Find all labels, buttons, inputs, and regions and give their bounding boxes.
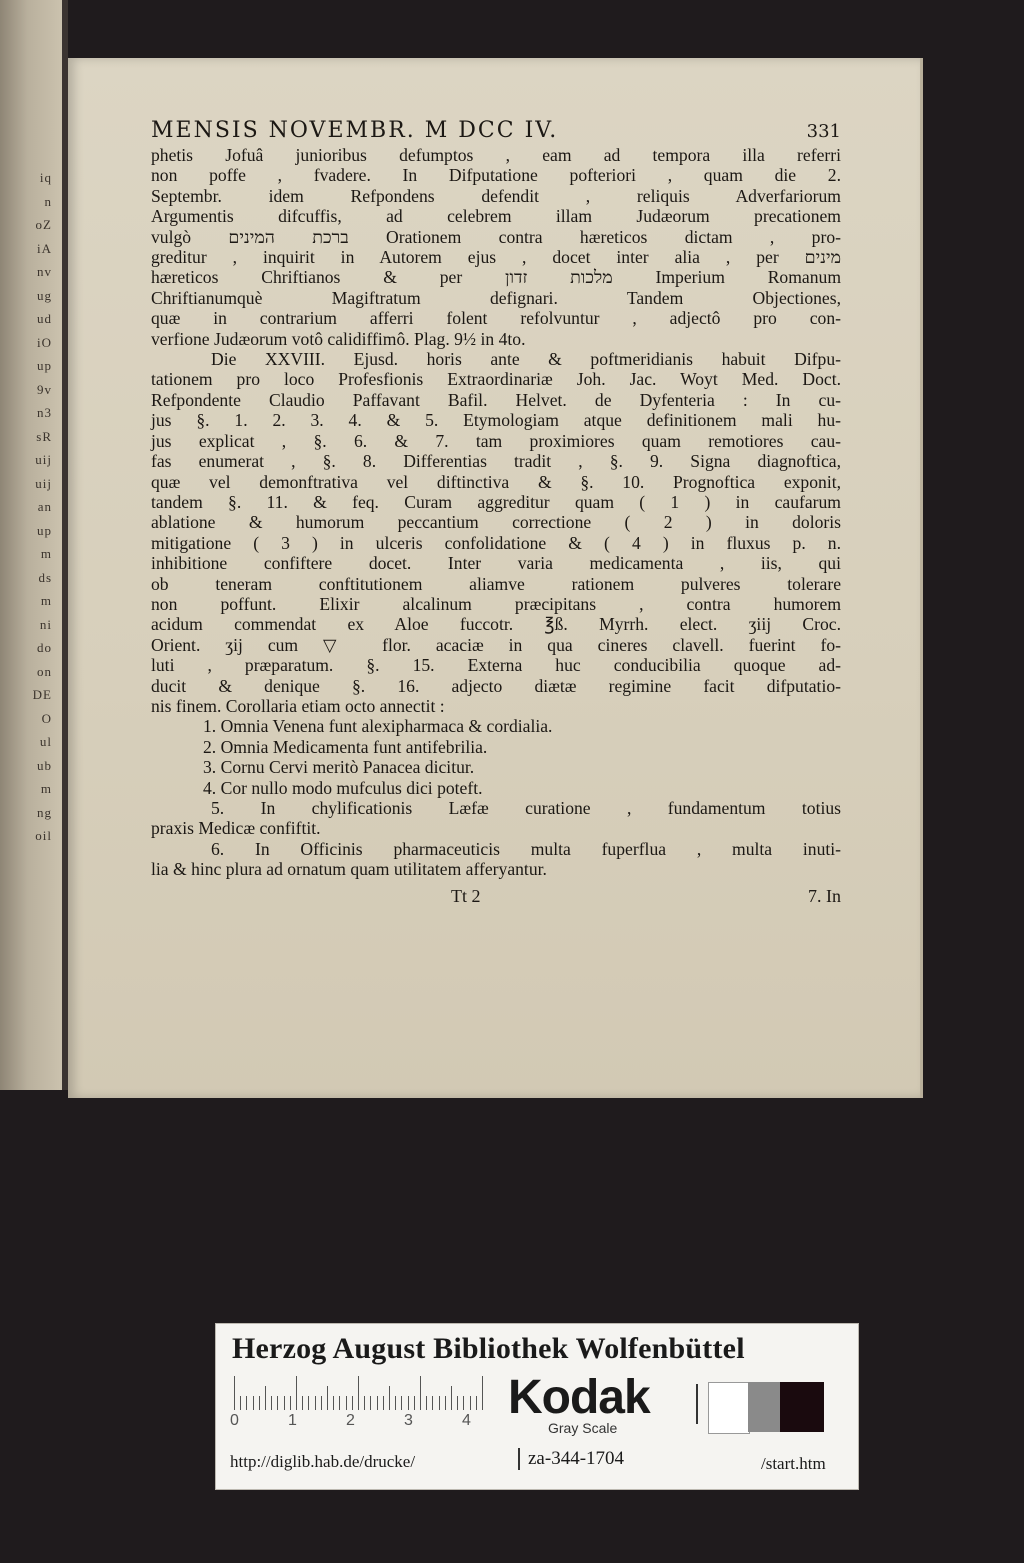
ruler-tick: [240, 1396, 241, 1410]
text-line: jus §. 1. 2. 3. 4. & 5. Etymologiam atque definitionem mali hu-: [151, 410, 841, 431]
ruler-tick: [383, 1396, 384, 1410]
ruler-tick: [463, 1396, 464, 1410]
shelfmark: za-344-1704: [518, 1448, 624, 1470]
gray-scale-label: Gray Scale: [548, 1420, 618, 1436]
prev-page-fragment: ug: [37, 287, 52, 303]
text-line: vulgò ברכת המינים Orationem contra hæreticos dictam , pro-: [151, 226, 841, 247]
text-line: Septembr. idem Refpondens defendit , reliquis Adverfariorum: [151, 185, 841, 206]
previous-page-strip: [0, 0, 64, 1090]
ruler-tick: [321, 1396, 322, 1410]
prev-page-fragment: O: [41, 710, 52, 726]
prev-page-fragment: ds: [38, 569, 52, 585]
text-line: verfione Judæorum votô calidiffimô. Plag. 9½ in 4to.: [151, 328, 526, 349]
corollary-6: [151, 839, 841, 880]
ruler-tick: [271, 1396, 272, 1410]
ruler-tick: [284, 1396, 285, 1410]
text-line: Die XXVIII. Ejusd. horis ante & poftmeridianis habuit Difpu-: [211, 349, 841, 370]
ruler-tick: [414, 1396, 415, 1410]
text-line: 3. Cornu Cervi meritò Panacea dicitur.: [203, 757, 475, 778]
url-prefix: http://diglib.hab.de/drucke/: [230, 1452, 416, 1471]
gray-patch-mid: [748, 1382, 780, 1432]
ruler-numbers: [230, 1412, 490, 1432]
ruler-tick: [259, 1396, 260, 1410]
ruler-tick: [364, 1396, 365, 1410]
ruler-tick: [476, 1396, 477, 1410]
ruler-tick: [308, 1396, 309, 1410]
signature-mark: Tt 2: [451, 885, 481, 906]
ruler-tick: [346, 1396, 347, 1410]
text-line: Chriftianumquè Magiftratum defignari. Tandem Objectiones,: [151, 287, 841, 308]
prev-page-fragment: up: [37, 358, 52, 373]
library-name: Herzog August Bibliothek Wolfenbüttel: [232, 1332, 745, 1365]
running-header: [151, 118, 841, 143]
prev-page-fragment: iO: [37, 334, 52, 350]
ruler-tick: [302, 1396, 303, 1410]
text-line: non poffe , fvadere. In Difputatione pofteriori , quam die 2.: [151, 165, 841, 186]
text-line: Orient. ʒij cum ▽ flor. acaciæ in qua cineres clavell. fuerint fo-: [151, 634, 841, 655]
ruler-number: 1: [288, 1412, 297, 1429]
ruler-tick: [401, 1396, 402, 1410]
gray-patch-black: [780, 1382, 824, 1432]
prev-page-fragment: n: [44, 193, 52, 209]
divider: [696, 1384, 698, 1424]
page-text: [151, 118, 841, 907]
ruler-number: 4: [462, 1412, 471, 1429]
text-line: non poffunt. Elixir alcalinum præcipitans , contra humorem: [151, 593, 841, 614]
prev-page-fragment: iq: [39, 170, 52, 185]
text-line: inhibitione confiftere docet. Inter varia medicamenta , iis, qui: [151, 553, 841, 574]
ruler-number: 3: [404, 1412, 413, 1429]
prev-page-fragment: ni: [39, 616, 52, 632]
text-line: tationem pro loco Profesfionis Extraordinariæ Joh. Jac. Woyt Med. Doct.: [151, 369, 841, 390]
ruler-tick: [457, 1396, 458, 1410]
page-footer: [151, 886, 841, 907]
prev-page-fragment: nv: [37, 264, 52, 279]
ruler-tick: [432, 1396, 433, 1410]
kodak-logo: Kodak: [508, 1371, 650, 1424]
text-line: ducit & denique §. 16. adjecto diætæ regimine facit difputatio-: [151, 675, 841, 696]
prev-page-fragment: do: [37, 640, 52, 655]
prev-page-fragment: oil: [35, 828, 52, 843]
url-suffix: /start.htm: [761, 1454, 826, 1473]
corollary-5: [151, 798, 841, 839]
prev-page-fragment: 9v: [37, 381, 52, 397]
text-line: 1. Omnia Venena funt alexipharmaca & cordialia.: [203, 716, 553, 737]
text-line: greditur , inquirit in Autorem ejus , docet inter alia , per מינים: [151, 247, 841, 268]
ruler-tick: [265, 1386, 266, 1410]
prev-page-fragment: n3: [37, 405, 52, 420]
ruler-tick: [389, 1386, 390, 1410]
prev-page-fragment: m: [40, 546, 52, 561]
ruler-tick: [426, 1396, 427, 1410]
book-page: [68, 58, 920, 1098]
scan-target-card: [215, 1323, 859, 1490]
text-line: acidum commendat ex Aloe fuccotr. ℥ß. Myrrh. elect. ʒiij Croc.: [151, 614, 841, 635]
prev-page-fragment: up: [37, 522, 52, 538]
text-line: ob teneram conftitutionem aliamve rationem pulveres tolerare: [151, 573, 841, 594]
prev-page-fragment: ul: [39, 734, 52, 749]
ruler-number: 2: [346, 1412, 355, 1429]
text-line: 6. In Officinis pharmaceuticis multa fuperflua , multa inuti-: [211, 838, 841, 859]
text-line: Refpondente Claudio Paffavant Bafil. Helvet. de Dyfenteria : In cu-: [151, 389, 841, 410]
prev-page-fragment: ud: [37, 311, 52, 326]
ruler-tick: [370, 1396, 371, 1410]
ruler-tick: [470, 1396, 471, 1410]
prev-page-fragment: on: [37, 663, 52, 679]
ruler-tick: [290, 1396, 291, 1410]
ruler-tick: [253, 1396, 254, 1410]
prev-page-fragment: an: [37, 499, 52, 514]
ruler-tick: [339, 1396, 340, 1410]
ruler-number: 0: [230, 1412, 239, 1429]
prev-page-fragment: uij: [35, 475, 52, 491]
text-line: 2. Omnia Medicamenta funt antifebrilia.: [203, 736, 488, 757]
corollaries-list: [151, 716, 841, 798]
ruler-tick: [445, 1396, 446, 1410]
ruler-tick: [315, 1396, 316, 1410]
prev-page-fragment: ub: [37, 757, 52, 773]
text-line: tandem §. 11. & feq. Curam aggreditur quam ( 1 ) in caufarum: [151, 491, 841, 512]
ruler-tick: [451, 1386, 452, 1410]
text-line: quæ vel demonftrativa vel diftinctiva & §. 10. Prognoftica exponit,: [151, 471, 841, 492]
prev-page-fragment: m: [40, 781, 52, 796]
ruler-tick: [420, 1376, 421, 1410]
prev-page-fragment: iA: [37, 240, 52, 256]
paragraph-2: [151, 349, 841, 716]
ruler-tick: [395, 1396, 396, 1410]
ruler-tick: [234, 1376, 235, 1410]
text-line: luti , præparatum. §. 15. Externa huc conducibilia quoque ad-: [151, 655, 841, 676]
text-line: Argumentis difcuffis, ad celebrem illam Judæorum precationem: [151, 206, 841, 227]
ruler-tick: [482, 1376, 483, 1410]
text-line: jus explicat , §. 6. & 7. tam proximiores quam remotiores cau-: [151, 430, 841, 451]
text-line: quæ in contrarium afferri folent refolvuntur , adjectô pro con-: [151, 308, 841, 329]
text-line: lia & hinc plura ad ornatum quam utilitatem afferyantur.: [151, 859, 547, 880]
ruler-tick: [377, 1396, 378, 1410]
text-line: hæreticos Chriftianos & per מלכות זדון Imperium Romanum: [151, 267, 842, 288]
gray-patch-white: [708, 1382, 750, 1434]
text-line: praxis Medicæ confiftit.: [151, 818, 321, 839]
catchword: 7. In: [808, 885, 841, 906]
ruler-tick: [246, 1396, 247, 1410]
ruler-tick: [333, 1396, 334, 1410]
ruler-tick: [352, 1396, 353, 1410]
ruler-tick: [439, 1396, 440, 1410]
ruler-tick: [358, 1376, 359, 1410]
ruler-tick: [296, 1376, 297, 1410]
paragraph-1: [151, 145, 841, 349]
prev-page-fragment: m: [40, 593, 52, 608]
ruler-tick: [327, 1386, 328, 1410]
running-title: MENSIS NOVEMBR. M DCC IV.: [151, 118, 559, 143]
ruler-tick: [408, 1396, 409, 1410]
text-line: nis finem. Corollaria etiam octo annectit :: [151, 695, 445, 716]
text-line: mitigatione ( 3 ) in ulceris confolidatione & ( 4 ) in fluxus p. n.: [151, 532, 841, 553]
text-line: 5. In chylificationis Læfæ curatione , fundamentum totius: [211, 798, 841, 818]
text-line: ablatione & humorum peccantium correctione ( 2 ) in doloris: [151, 512, 841, 533]
ruler-tick: [277, 1396, 278, 1410]
text-line: fas enumerat , §. 8. Differentias tradit , §. 9. Signa diagnoftica,: [151, 451, 841, 472]
page-number: 331: [806, 121, 841, 142]
prev-page-fragment: uij: [35, 452, 52, 467]
prev-page-fragment: oZ: [35, 217, 52, 232]
prev-page-fragment: DE: [32, 687, 52, 702]
prev-page-fragment: ng: [37, 804, 52, 820]
text-line: phetis Jofuâ junioribus defumptos , eam ad tempora illa referri: [151, 145, 841, 165]
ruler-scale: [234, 1374, 489, 1410]
prev-page-fragment: sR: [36, 428, 52, 444]
text-line: 4. Cor nullo modo mufculus dici poteft.: [203, 777, 483, 798]
